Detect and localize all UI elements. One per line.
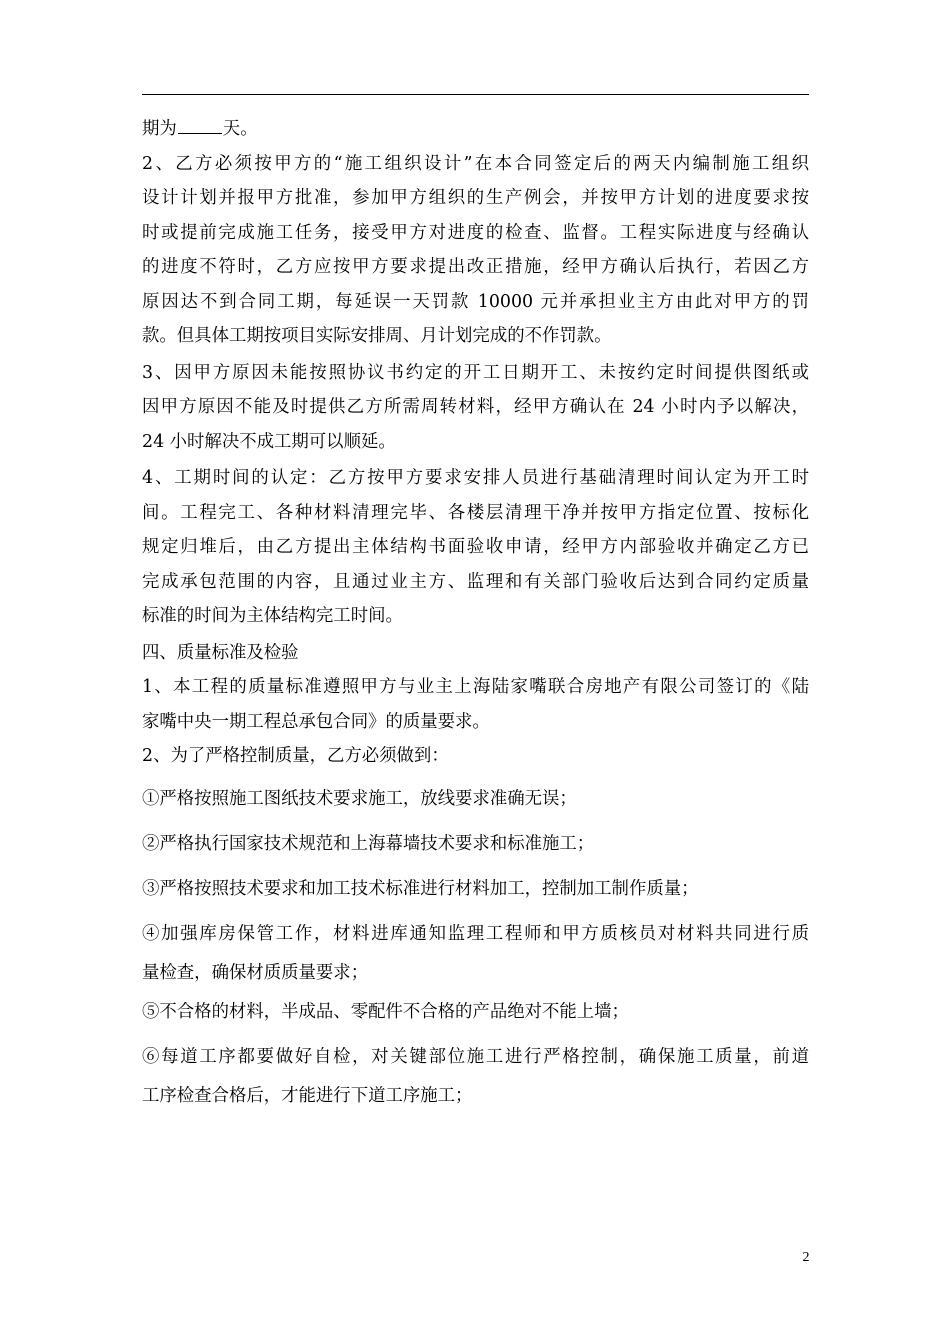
document-body [142,112,809,1116]
text-line: 24 小时解决不成工期可以顺延。 [142,431,396,452]
text-line: 工序检查合格后，才能进行下道工序施工； [142,1085,473,1106]
paragraph-quality-2 [142,739,809,774]
text-line: 因甲方原因不能及时提供乙方所需周转材料，经甲方确认在 24 小时内予以解决， [142,397,809,417]
fill-in-blank [178,115,222,134]
text-line: 4、工期时间的认定：乙方按甲方要求安排人员进行基础清理时间认定为开工时 [142,468,809,488]
text-line: ④加强库房保管工作，材料进库通知监理工程师和甲方质核员对材料共同进行质 [142,923,809,944]
text-line: 款。但具体工期按项目实际安排周、月计划完成的不作罚款。 [142,326,612,346]
paragraph-quality-1 [142,670,809,739]
paragraph-duration [142,112,809,147]
text-span: 期为 [142,119,177,139]
text-line [142,112,809,147]
text-line: 2、为了严格控制质量，乙方必须做到： [142,746,449,766]
list-item [142,870,809,909]
section-heading-quality [142,636,809,671]
list-item [142,1038,809,1116]
paragraph-clause-4 [142,461,809,634]
text-line: ②严格执行国家技术规范和上海幕墙技术要求和标准施工； [142,833,595,854]
paragraph-clause-2 [142,147,809,354]
text-line: 完成承包范围的内容，且通过业主方、监理和有关部门验收后达到合同约定质量 [142,571,809,592]
text-span: 天。 [222,119,258,139]
text-line: 设计计划并报甲方批准，参加甲方组织的生产例会，并按甲方计划的进度要求按 [142,188,809,208]
header-rule [142,94,809,95]
list-item [142,825,809,864]
paragraph-clause-3 [142,356,809,460]
text-line: ⑥每道工序都要做好自检，对关键部位施工进行严格控制，确保施工质量，前道 [142,1046,809,1067]
list-item [142,993,809,1032]
text-line: 量检查，确保材质质量要求； [142,962,369,983]
text-line: 原因达不到合同工期，每延误一天罚款 10000 元并承担业主方由此对甲方的罚 [142,291,809,312]
text-line: 2、乙方必须按甲方的“施工组织设计”在本合同签定后的两天内编制施工组织 [142,153,809,174]
text-line: ③严格按照技术要求和加工技术标准进行材料加工，控制加工制作质量； [142,878,699,899]
text-line: 1、本工程的质量标准遵照甲方与业主上海陆家嘴联合房地产有限公司签订的《陆 [142,677,809,697]
text-line: 规定归堆后，由乙方提出主体结构书面验收申请，经甲方内部验收并确定乙方已 [142,537,809,557]
text-line: 间。工程完工、各种材料清理完毕、各楼层清理干净并按甲方指定位置、按标化 [142,502,809,523]
text-line: 标准的时间为主体结构完工时间。 [142,606,403,626]
text-line: ①严格按照施工图纸技术要求施工，放线要求准确无误； [142,788,577,809]
text-line: 3、因甲方原因未能按照协议书约定的开工日期开工、未按约定时间提供图纸或 [142,362,809,383]
text-line: 家嘴中央一期工程总承包合同》的质量要求。 [142,711,490,732]
text-line: 四、质量标准及检验 [142,642,299,663]
text-line: ⑤不合格的材料，半成品、零配件不合格的产品绝对不能上墙； [142,1001,629,1022]
text-line: 的进度不符时，乙方应按甲方要求提出改正措施，经甲方确认后执行，若因乙方 [142,257,809,277]
page-number: 2 [802,1250,810,1265]
list-item [142,780,809,819]
list-item [142,915,809,993]
text-line: 时或提前完成施工任务，接受甲方对进度的检查、监督。工程实际进度与经确认 [142,222,809,243]
